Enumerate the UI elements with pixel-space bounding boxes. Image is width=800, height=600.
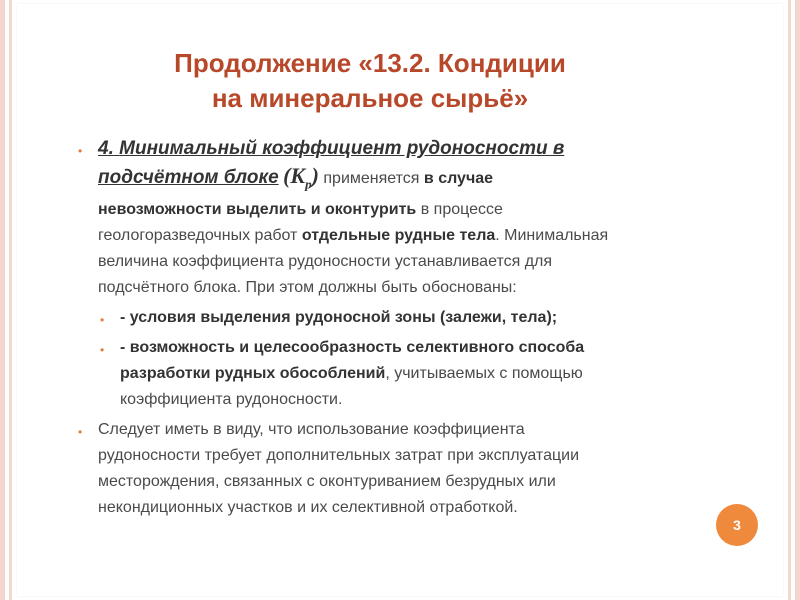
sub-bullet-2-line1: - возможность и целесообразность селективного способа <box>120 339 585 357</box>
bullet-item-2 <box>78 417 698 521</box>
slide-body <box>78 136 698 521</box>
bullet1-bold-1: в случае <box>423 170 494 187</box>
bullet-item-1 <box>78 136 698 301</box>
bullet1-heading-line2: подсчётном блоке <box>98 167 279 188</box>
bullet2-line1: Следует иметь в виду, что использование коэффициента <box>98 421 525 439</box>
bullet1-heading-line1: 4. Минимальный коэффициент рудоносности в <box>98 138 565 159</box>
bullet1-text-2: в процессе <box>420 201 503 219</box>
sub-bullet-dot-icon: • <box>100 343 105 358</box>
bullet1-text-4: . Минимальная <box>495 227 609 245</box>
sub-bullet-1-text: - условия выделения рудоносной зоны (залежи, тела); <box>120 309 558 327</box>
sub-bullet-2 <box>78 335 698 413</box>
bullet1-text-3: геологоразведочных работ <box>98 227 298 245</box>
slide-title-line2: на минеральное сырьё» <box>211 83 529 113</box>
right-border-inner <box>788 0 791 600</box>
sub-bullet-1 <box>78 305 698 331</box>
slide-title-line1: Продолжение «13.2. Кондиции <box>174 48 566 78</box>
left-border-outer <box>0 0 5 600</box>
bullet-dot-icon: • <box>78 425 83 440</box>
bullet1-text-5: величина коэффициента рудоносности устанавливается для <box>98 253 553 271</box>
sub-bullet-2-rest-line2: , учитываемых с помощью <box>385 365 583 383</box>
bullet1-bold-3: отдельные рудные тела <box>301 227 496 245</box>
bullet1-bold-2: невозможности выделить и оконтурить <box>98 201 417 219</box>
bullet1-text-6: подсчётного блока. При этом должны быть обоснованы: <box>98 279 517 297</box>
page-number-badge: 3 <box>716 504 758 546</box>
bullet2-line2: рудоносности требует дополнительных затрат при эксплуатации <box>98 447 580 465</box>
sub-bullet-2-line3: коэффициента рудоносности. <box>120 391 343 409</box>
bullet-dot-icon: • <box>78 144 83 158</box>
sub-bullet-2-bold-line2: разработки рудных обособлений <box>120 365 386 383</box>
slide-title <box>100 46 640 116</box>
bullet1-text-1: применяется <box>323 170 420 187</box>
bullet2-line3: месторождения, связанных с оконтуриванием безрудных или <box>98 473 556 491</box>
left-border-inner <box>9 0 12 600</box>
kp-symbol: $(K_p)$ <box>283 163 319 192</box>
bullet2-line4: некондиционных участков и их селективной отработкой. <box>98 499 518 517</box>
sub-bullet-dot-icon: • <box>100 313 105 328</box>
right-border-outer <box>795 0 800 600</box>
